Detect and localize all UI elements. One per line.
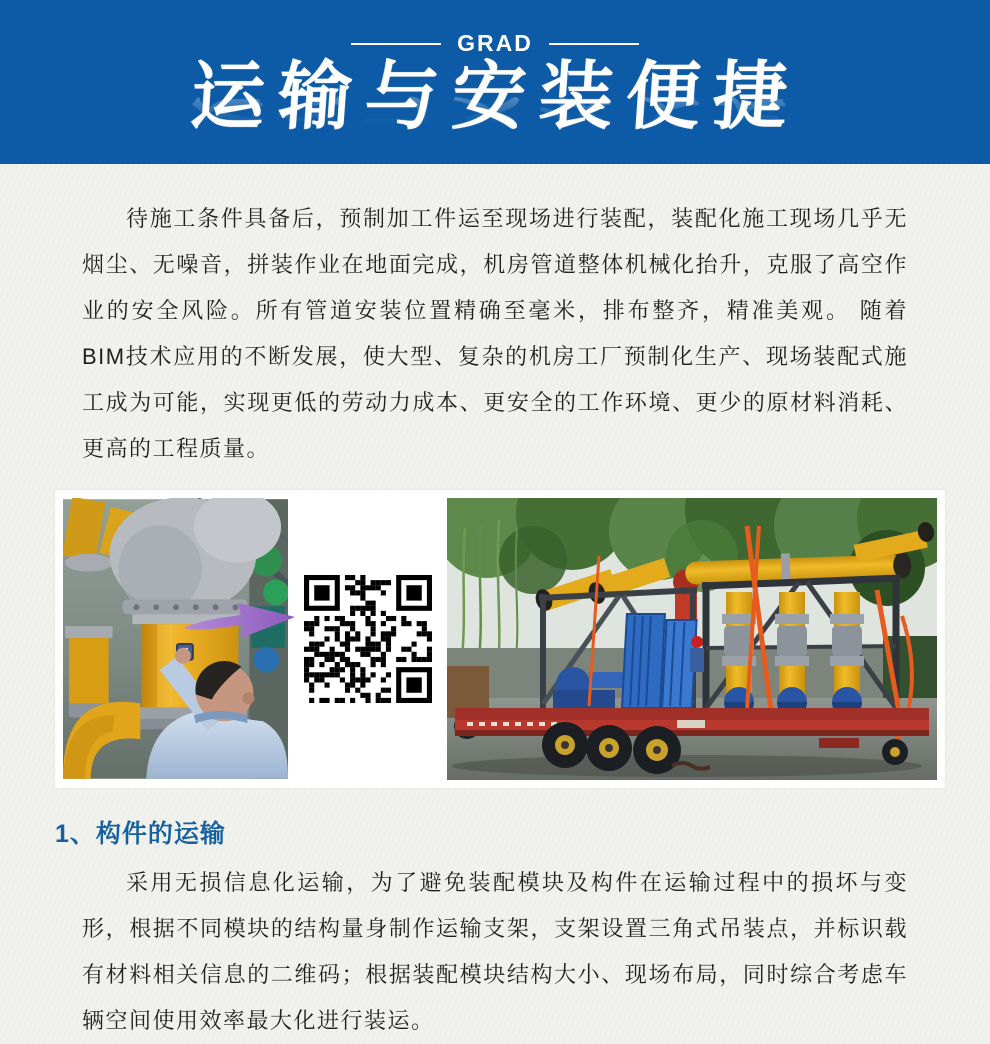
section-heading: 1、构件的运输 xyxy=(55,820,226,848)
page-title: 运输与安装便捷 xyxy=(187,55,803,138)
brand-row xyxy=(351,30,639,57)
page-header xyxy=(0,0,990,164)
section-paragraph: 采用无损信息化运输，为了避免装配模块及构件在运输过程中的损坏与变形，根据不同模块的结构量身制作运输支架，支架设置三角式吊装点，并标识载有材料相关信息的二维码；根据装配模块结构大小、现场布局，同时综合考虑车辆空间使用效率最大化进行装运。 xyxy=(82,870,908,1033)
qr-zone xyxy=(288,498,447,780)
photo-truck-modules xyxy=(447,498,937,780)
arrow-to-qr-icon xyxy=(181,596,297,644)
brand-logo-text: GRAD xyxy=(457,30,533,56)
truck-modules-illustration xyxy=(447,498,937,780)
intro-paragraph: 待施工条件具备后，预制加工件运至现场进行装配，装配化施工现场几乎无烟尘、无噪音，拼装作业在地面完成，机房管道整体机械化抬升，克服了高空作业的安全风险。所有管道安装位置精确至毫米，排布整齐，精准美观。 随着BIM技术应用的不断发展，使大型、复杂的机房工厂预制化生产、现场装配式施工成为可能，实现更低的劳动力成本、更安全的工作环境、更少的原材料消耗、更高的工程质量。 xyxy=(82,206,908,461)
figure-strip xyxy=(55,490,945,788)
brand-line-left xyxy=(351,43,441,45)
qr-code xyxy=(304,575,432,703)
brand-line-right xyxy=(549,43,639,45)
